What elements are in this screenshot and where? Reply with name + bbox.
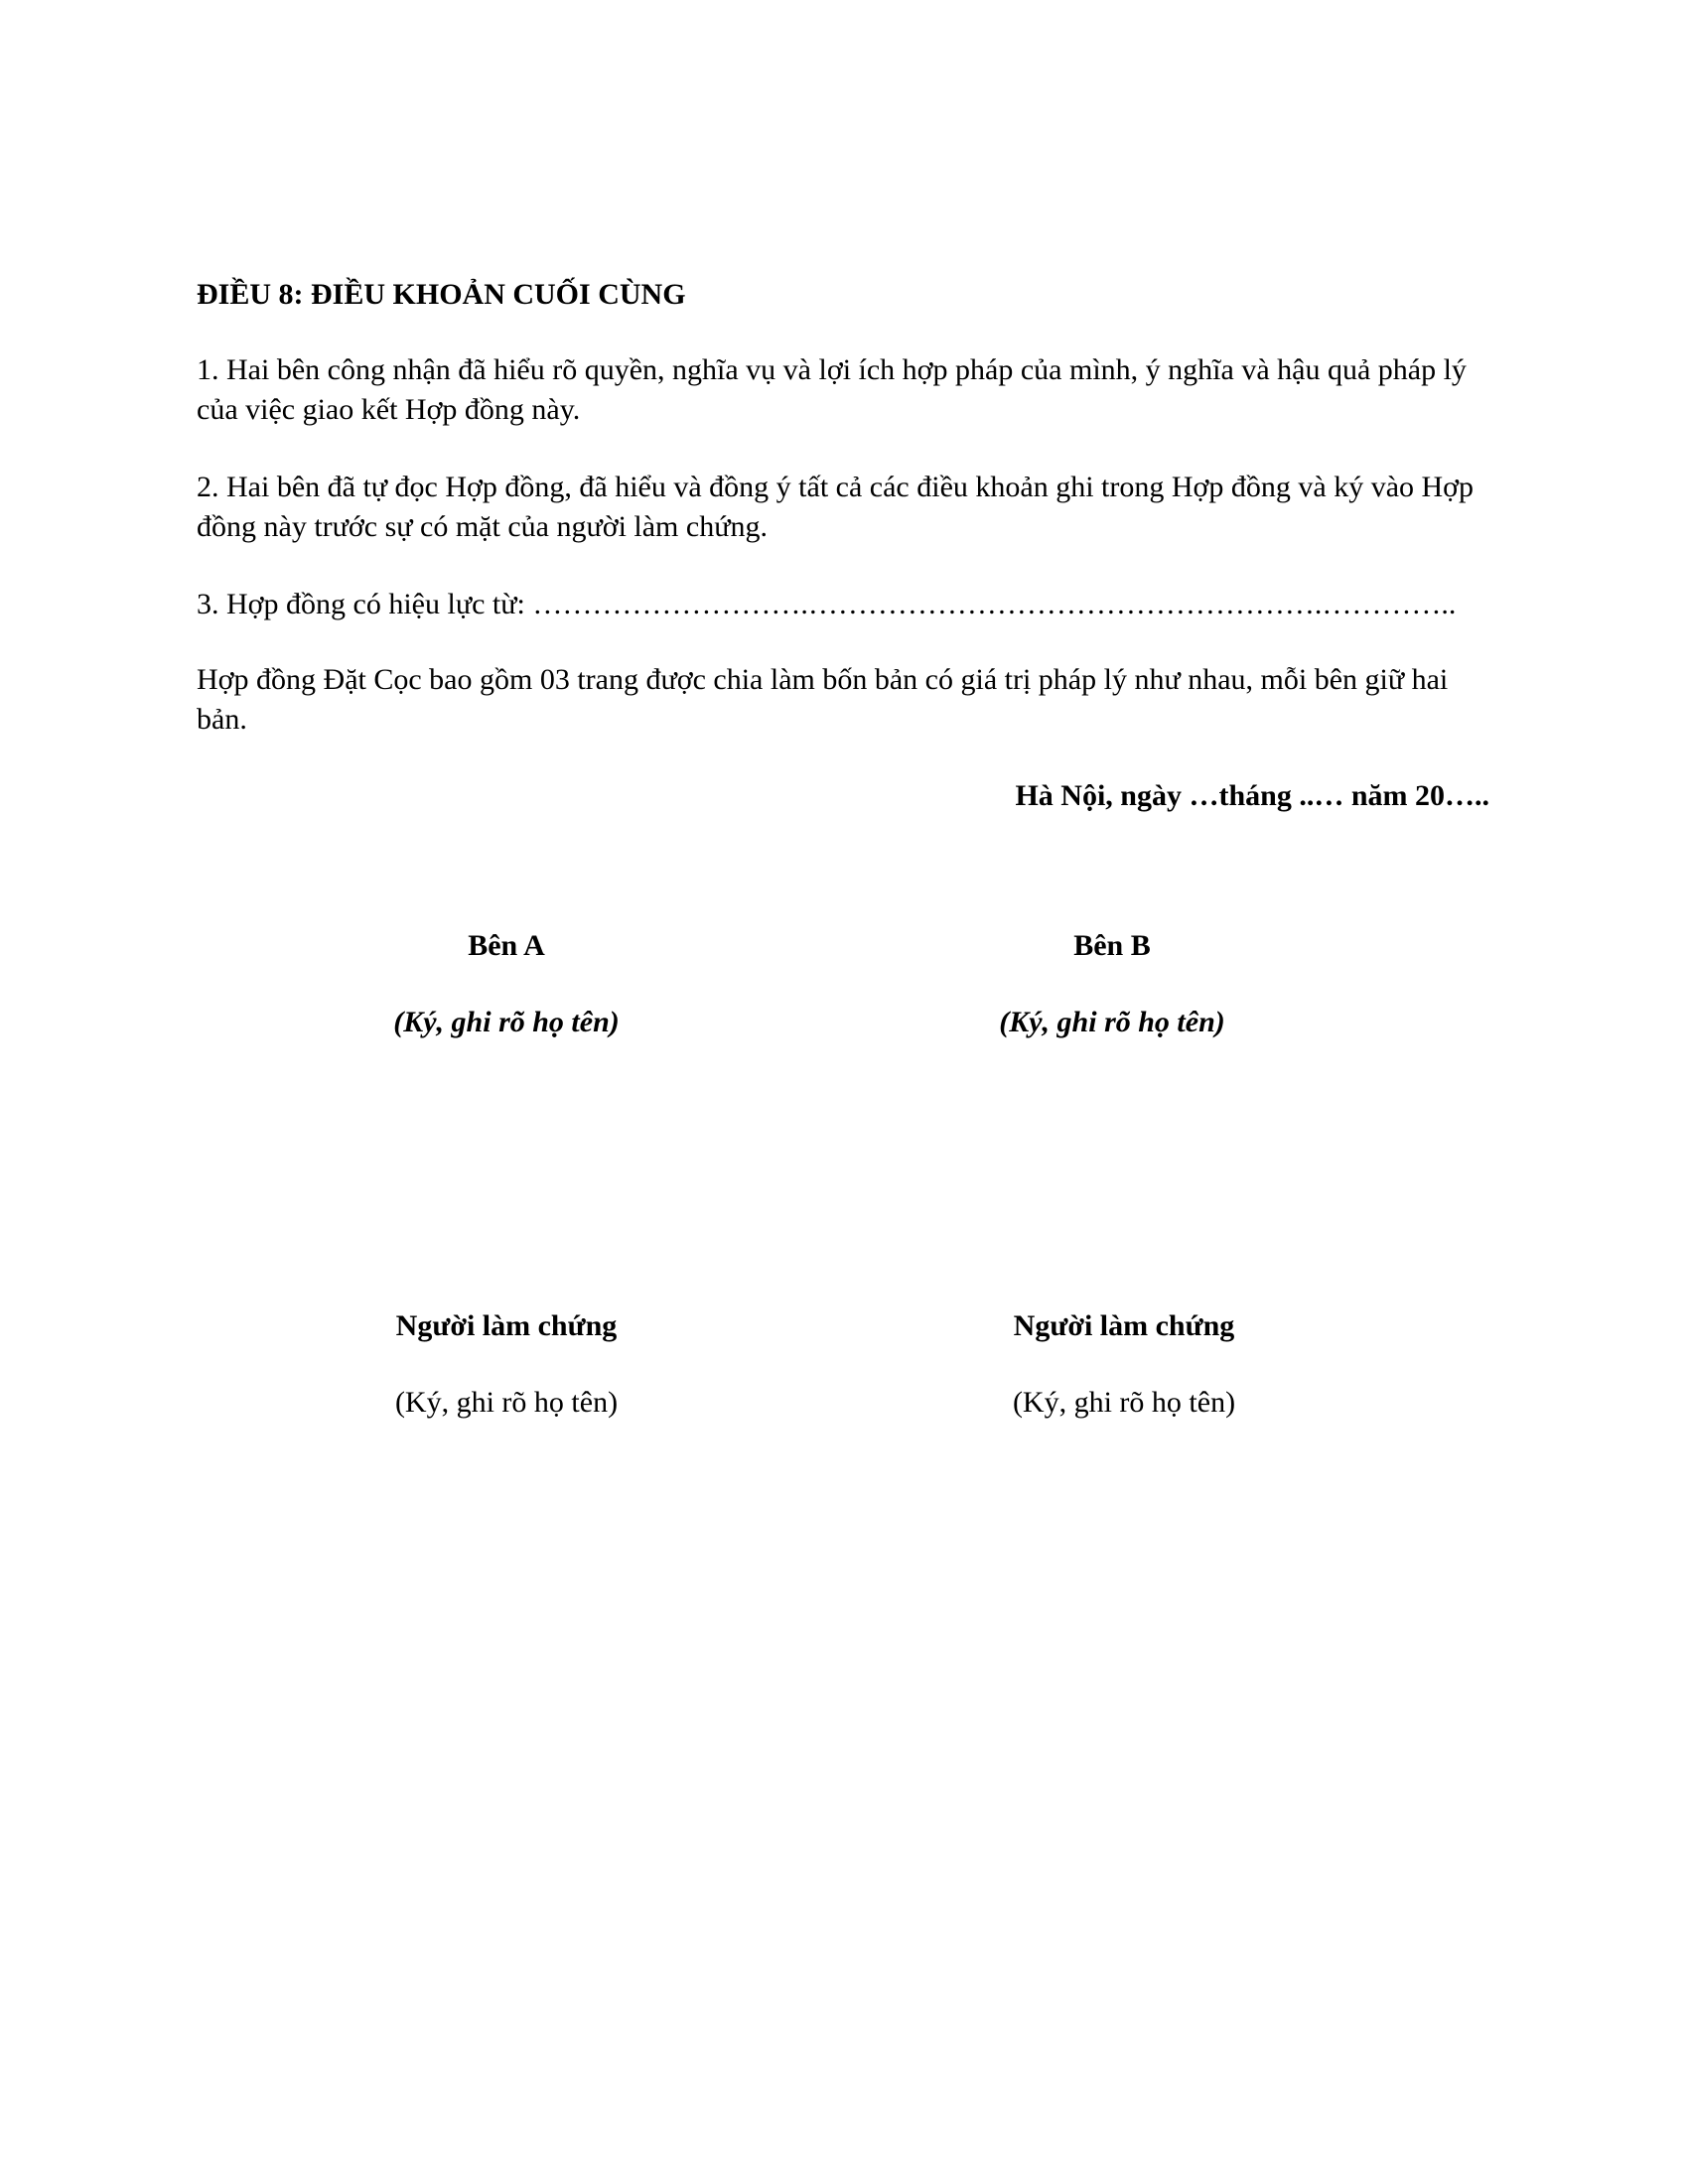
party-a-title: Bên A	[468, 929, 545, 962]
date-line: Hà Nội, ngày …tháng ..… năm 20…..	[1015, 779, 1489, 812]
witness-2-title: Người làm chứng	[1013, 1309, 1235, 1342]
party-a-instruction: (Ký, ghi rõ họ tên)	[393, 1006, 620, 1038]
party-b-title: Bên B	[1073, 929, 1151, 962]
clause-2: 2. Hai bên đã tự đọc Hợp đồng, đã hiểu và đồng ý tất cả các điều khoản ghi trong Hợp đồng và ký vào Hợp đồng này trước sự có mặt của người làm chứng.	[197, 471, 1475, 543]
witness-2-instruction: (Ký, ghi rõ họ tên)	[1012, 1386, 1236, 1419]
clause-3: 3. Hợp đồng có hiệu lực từ: ……………………….…………………………………………….…………..	[197, 588, 1457, 620]
closing-paragraph: Hợp đồng Đặt Cọc bao gồm 03 trang được chia làm bốn bản có giá trị pháp lý như nhau, mỗi bên giữ hai bản.	[197, 663, 1449, 736]
witness-1-instruction: (Ký, ghi rõ họ tên)	[394, 1386, 619, 1419]
party-b-instruction: (Ký, ghi rõ họ tên)	[999, 1006, 1225, 1038]
article-heading: ĐIỀU 8: ĐIỀU KHOẢN CUỐI CÙNG	[197, 278, 686, 311]
witness-1-title: Người làm chứng	[395, 1309, 618, 1342]
clause-1: 1. Hai bên công nhận đã hiểu rõ quyền, nghĩa vụ và lợi ích hợp pháp của mình, ý nghĩa và hậu quả pháp lý của việc giao kết Hợp đồng này.	[197, 353, 1467, 426]
